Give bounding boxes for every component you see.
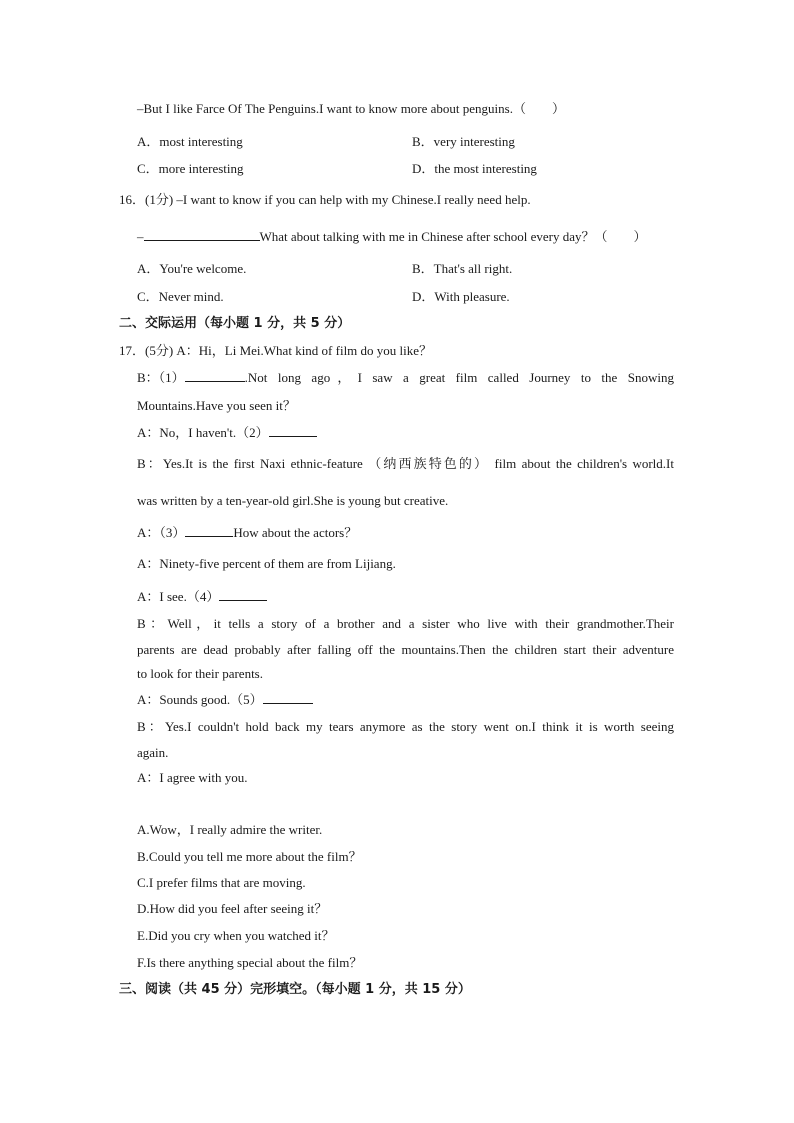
q17-choice-f: F.Is there anything special about the film？ xyxy=(137,955,363,970)
q17-line-1 xyxy=(137,369,674,387)
q17-line-6-text: How about the actors？ xyxy=(233,525,358,540)
q17-choice-e: E.Did you cry when you watched it？ xyxy=(137,928,335,943)
q17-line-9: B：Well，it tells a story of a brother and a sister who live with their grandmother.Their xyxy=(137,616,674,631)
q15-prompt: –But I like Farce Of The Penguins.I want to know more about penguins.（ ） xyxy=(137,101,565,116)
q17-choice-b: B.Could you tell me more about the film？ xyxy=(137,849,362,864)
q15-option-b: B．very interesting xyxy=(412,134,515,149)
q16-option-a: A．You're welcome. xyxy=(137,261,247,276)
q17-line-12-text: A：Sounds good.（5） xyxy=(137,692,263,707)
q16-reply xyxy=(137,228,647,246)
q17-line-14: again. xyxy=(137,745,169,760)
q17-line-6 xyxy=(137,524,357,542)
q17-line-11: to look for their parents. xyxy=(137,666,263,681)
q17-choice-a: A.Wow，I really admire the writer. xyxy=(137,822,323,837)
section2-heading: 二、交际运用（每小题 1 分，共 5 分） xyxy=(119,316,351,331)
q15-option-a: A．most interesting xyxy=(137,134,243,149)
q16-option-b: B．That's all right. xyxy=(412,261,513,276)
q17-line-10: parents are dead probably after falling off the mountains.Then the children start their adventure xyxy=(137,642,674,657)
q17-line-7: A：Ninety-five percent of them are from Lijiang. xyxy=(137,556,396,571)
q17-line-3 xyxy=(137,424,317,442)
q16-reply-prefix: – xyxy=(137,229,144,244)
q17-choice-c: C.I prefer films that are moving. xyxy=(137,875,306,890)
q16-reply-text: What about talking with me in Chinese after school every day？（ ） xyxy=(259,229,647,244)
q17-line-8-text: A：I see.（4） xyxy=(137,589,220,604)
q16-option-c: C．Never mind. xyxy=(137,289,224,304)
q17-line-2: Mountains.Have you seen it？ xyxy=(137,398,296,413)
q17-line-1-text: .Not long ago，I saw a great film called Journey to the Snowing xyxy=(244,370,674,385)
q16-answer-blank xyxy=(144,228,260,241)
q17-line-15: A：I agree with you. xyxy=(137,770,248,785)
q17-blank-3 xyxy=(185,524,233,537)
q17-blank-2 xyxy=(269,424,317,437)
q17-blank-4 xyxy=(219,588,267,601)
q17-line-3-text: A：No，I haven't.（2） xyxy=(137,425,269,440)
q16-stem: 16．(1分) –I want to know if you can help with my Chinese.I really need help. xyxy=(119,192,531,207)
q17-line-12 xyxy=(137,691,313,709)
q17-line-4: B：Yes.It is the first Naxi ethnic-feature （纳西族特色的） film about the children's world.It xyxy=(137,456,674,471)
q17-blank-5 xyxy=(263,691,313,704)
q17-choice-d: D.How did you feel after seeing it？ xyxy=(137,901,328,916)
q15-option-c: C．more interesting xyxy=(137,161,244,176)
q17-line-5: was written by a ten-year-old girl.She is young but creative. xyxy=(137,493,449,508)
q15-option-d: D．the most interesting xyxy=(412,161,537,176)
q17-stem: 17．(5分) A：Hi，Li Mei.What kind of film do you like？ xyxy=(119,343,433,358)
q17-line-13: B：Yes.I couldn't hold back my tears anymore as the story went on.I think it is worth seeing xyxy=(137,719,674,734)
q17-blank-1 xyxy=(185,369,245,382)
q17-line-8 xyxy=(137,588,267,606)
q17-speaker-b-1: B：（1） xyxy=(137,370,185,385)
section3-heading: 三、阅读（共 45 分）完形填空。（每小题 1 分，共 15 分） xyxy=(119,982,471,997)
q17-line-6-prefix: A：（3） xyxy=(137,525,186,540)
q16-option-d: D．With pleasure. xyxy=(412,289,510,304)
